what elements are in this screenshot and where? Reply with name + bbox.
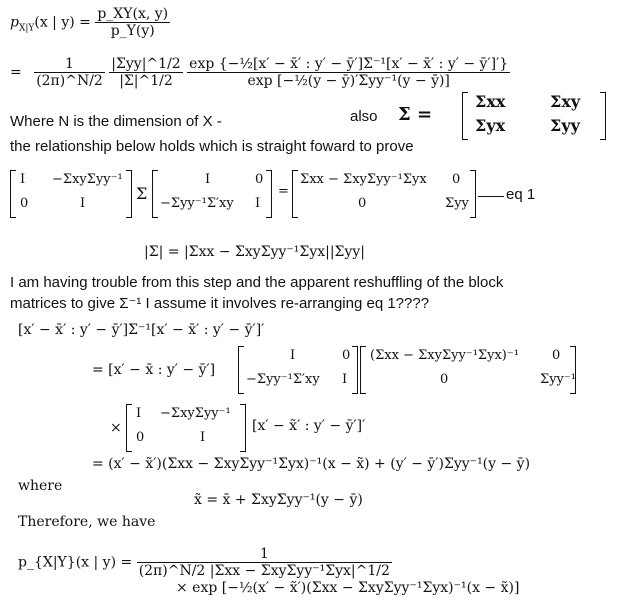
normalizing-denominator: (2π)^N/2 <box>36 73 103 89</box>
xtilde-definition: x̃ = x̄ + ΣxyΣyy⁻¹(y − ȳ) <box>194 492 363 508</box>
m1-cell-12: −ΣxyΣyy⁻¹ <box>52 172 123 187</box>
m1-cell-11: I <box>20 172 26 187</box>
m1-left-bracket <box>10 170 16 218</box>
m4-cell-22: I <box>342 372 348 387</box>
m4-left-bracket <box>238 346 244 394</box>
marginal-density: p_Y(y) <box>110 23 155 39</box>
determinant-numerator: |Σyy|^1/2 <box>111 56 181 72</box>
m1-cell-22: I <box>80 196 86 211</box>
cond-density-arg: (x | y) = <box>34 14 91 31</box>
result-numerator: 1 <box>137 546 392 563</box>
m1-right-bracket <box>126 170 132 218</box>
m6-cell-22: I <box>200 430 206 445</box>
m3-left-bracket <box>292 170 298 218</box>
equals-sign: = <box>10 64 22 81</box>
result-denominator: (2π)^N/2 |Σxx − ΣxyΣyy⁻¹Σyx|^1/2 <box>138 563 390 579</box>
m-equals: = <box>278 184 289 199</box>
determinant-denominator: |Σ|^1/2 <box>119 73 173 89</box>
m2-cell-11: I <box>205 172 211 187</box>
therefore-text: Therefore, we have <box>18 514 156 530</box>
quadratic-expansion-prefix: = [x′ − x̄ : y′ − ȳ′] <box>92 362 216 378</box>
exponential-numerator: exp {−½[x′ − x̄′ : y′ − ȳ′]Σ⁻¹[x′ − x̄′ : y′ − ȳ′]′} <box>189 56 509 72</box>
m5-cell-12: 0 <box>552 348 561 363</box>
m4-cell-12: 0 <box>342 348 351 363</box>
determinant-ratio <box>109 56 182 89</box>
m5-cell-21: 0 <box>440 372 449 387</box>
quadratic-expansion-suffix: [x′ − x̃′ : y′ − ȳ′]′ <box>252 418 366 434</box>
m6-right-bracket <box>240 404 246 452</box>
sigma-yx: Σyx <box>475 116 506 135</box>
result-left-side: p_{X|Y}(x | y) = <box>18 554 133 571</box>
determinant-identity: |Σ| = |Σxx − ΣxyΣyy⁻¹Σyx||Σyy| <box>144 244 365 260</box>
sigma-middle: Σ <box>136 184 148 203</box>
result-normalizer <box>137 546 392 579</box>
m3-cell-22: Σyy <box>445 196 469 211</box>
quadratic-form: [x′ − x̄′ : y′ − ȳ′]Σ⁻¹[x′ − x̄′ : y′ − ȳ′]′ <box>18 322 265 338</box>
m6-cell-12: −ΣxyΣyy⁻¹ <box>160 406 231 421</box>
eq1-label: eq 1 <box>506 186 536 203</box>
m3-cell-12: 0 <box>452 172 461 187</box>
m1-cell-21: 0 <box>20 196 29 211</box>
expanded-density-equation <box>10 56 510 89</box>
m3-right-bracket <box>470 170 476 218</box>
times-symbol: × <box>110 420 122 436</box>
sigma-xx: Σxx <box>475 92 506 111</box>
normalizing-numerator: 1 <box>34 56 105 73</box>
m6-cell-11: I <box>136 406 142 421</box>
quadratic-result: = (x′ − x̃′)(Σxx − ΣxyΣyy⁻¹Σyx)⁻¹(x − x̃) + (y′ − ȳ′)Σyy⁻¹(y − ȳ) <box>92 456 531 472</box>
sigma-equals: Σ = <box>398 104 433 125</box>
also-label: also <box>350 108 378 125</box>
question-line-2: matrices to give Σ⁻¹ I assume it involves re-arranging eq 1???? <box>10 295 430 312</box>
m3-cell-11: Σxx − ΣxyΣyy⁻¹Σyx <box>300 172 427 187</box>
joint-density: p_XY(x, y) <box>97 6 169 22</box>
density-ratio-fraction <box>95 6 170 39</box>
sigma-right-bracket <box>600 92 606 140</box>
result-exponential: × exp [−½(x′ − x̃′)(Σxx − ΣxyΣyy⁻¹Σyx)⁻¹(x − x̃)] <box>176 580 520 596</box>
exponential-ratio <box>187 56 510 89</box>
m6-left-bracket <box>126 404 132 452</box>
m5-left-bracket <box>360 346 366 394</box>
conditional-density-result <box>18 546 392 579</box>
m2-cell-21: −Σyy⁻¹Σ′xy <box>160 196 234 211</box>
normalizing-constant <box>34 56 105 89</box>
m2-cell-12: 0 <box>255 172 264 187</box>
exponential-denominator: exp [−½(y − ȳ)′Σyy⁻¹(y − ȳ)] <box>247 73 450 89</box>
eq1-pointer-line <box>478 196 504 197</box>
sigma-definition <box>398 104 432 125</box>
m5-right-bracket <box>570 346 576 394</box>
sigma-xy: Σxy <box>550 92 581 111</box>
m6-cell-21: 0 <box>136 430 145 445</box>
m4-cell-21: −Σyy⁻¹Σ′xy <box>246 372 320 387</box>
m2-cell-22: I <box>255 196 261 211</box>
cond-density-subscript: X|Y <box>18 23 35 34</box>
m2-left-bracket <box>152 170 158 218</box>
m4-right-bracket <box>352 346 358 394</box>
dimension-note: Where N is the dimension of X - <box>10 113 222 130</box>
cond-density-definition: $p_{X|Y}(x$ | y) = $\frac{p\_XY(x, y)}{p\_Y(y)}$ <box>10 6 169 39</box>
m2-right-bracket <box>266 170 272 218</box>
m3-cell-21: 0 <box>358 196 367 211</box>
sigma-yy: Σyy <box>550 116 580 135</box>
m5-cell-11: (Σxx − ΣxyΣyy⁻¹Σyx)⁻¹ <box>370 348 519 363</box>
sigma-left-bracket <box>462 92 468 140</box>
m4-cell-11: I <box>290 348 296 363</box>
question-line-1: I am having trouble from this step and the apparent reshuffling of the block <box>10 274 504 291</box>
relationship-text: the relationship below holds which is straight foward to prove <box>10 138 414 155</box>
where-label: where <box>18 478 63 494</box>
m5-cell-22: Σyy⁻¹ <box>540 372 576 387</box>
